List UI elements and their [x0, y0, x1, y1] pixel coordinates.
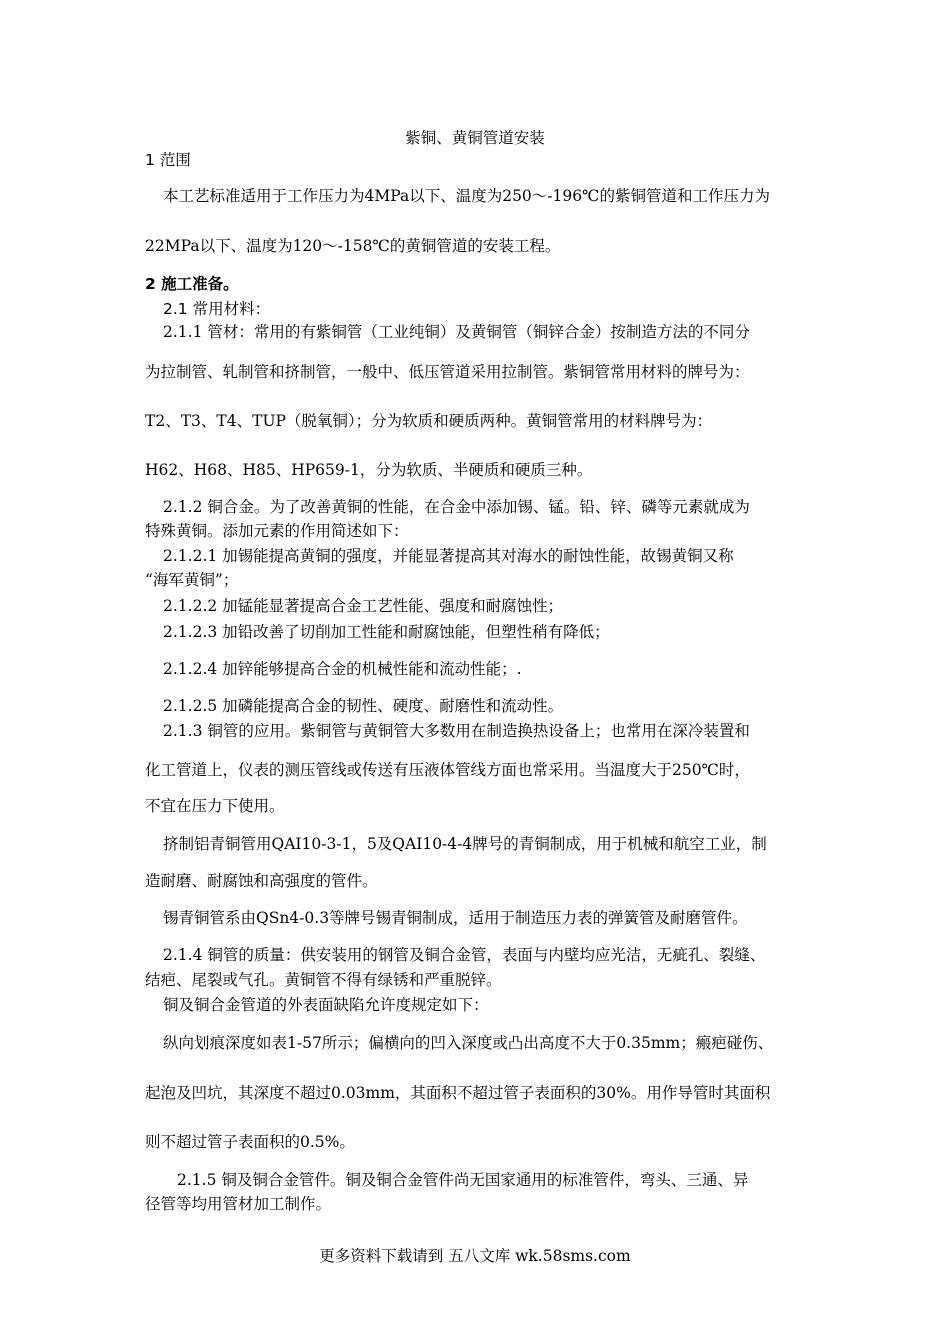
paragraph-line: 2.1.2.3 加铅改善了切削加工性能和耐腐蚀能，但塑性稍有降低；: [163, 623, 610, 641]
paragraph-line: 2.1.2.1 加锡能提高黄铜的强度，并能显著提高其对海水的耐蚀性能，故锡黄铜又称: [163, 547, 734, 565]
paragraph-line: 铜及铜合金管道的外表面缺陷允许度规定如下：: [163, 996, 489, 1014]
paragraph-line: 2.1.5 铜及铜合金管件。铜及铜合金管件尚无国家通用的标准管件，弯头、三通、异: [177, 1171, 749, 1189]
paragraph-line: 锡青铜管系由QSn4-0.3等牌号锡青铜制成，适用于制造压力表的弹簧管及耐磨管件。: [163, 909, 748, 927]
paragraph-line: 2.1.4 铜管的质量：供安装用的钢管及铜合金管，表面与内壁均应光洁，无疵孔、裂缝、: [163, 946, 766, 964]
paragraph-line: “海军黄铜”；: [145, 571, 239, 589]
paragraph-line: 本工艺标准适用于工作压力为4MPa以下、温度为250～-196℃的紫铜管道和工作压力为: [163, 187, 770, 205]
section-2-heading: 2 施工准备。: [145, 275, 239, 293]
section-1-heading: 1 范围: [145, 151, 191, 169]
paragraph-line: 特殊黄铜。添加元素的作用简述如下：: [145, 522, 409, 540]
paragraph-line: T2、T3、T4、TUP（脱氧铜）；分为软质和硬质两种。黄铜管常用的材料牌号为：: [145, 412, 713, 430]
paragraph-line: 则不超过管子表面积的0.5%。: [145, 1133, 355, 1151]
paragraph-line: 起泡及凹坑，其深度不超过0.03mm，其面积不超过管子表面积的30%。用作导管时其面积: [145, 1084, 771, 1102]
paragraph-line: H62、H68、H85、HP659-1，分为软质、半硬质和硬质三种。: [145, 461, 593, 479]
paragraph-line: 2.1.2 铜合金。为了改善黄铜的性能，在合金中添加锡、锰。铅、锌、磷等元素就成为: [163, 498, 750, 516]
footer-note: 更多资料下载请到 五八文库 wk.58sms.com: [319, 1247, 631, 1265]
paragraph-line: 挤制铝青铜管用QAI10-3-1，5及QAI10-4-4牌号的青铜制成，用于机械和航空工业，制: [163, 835, 767, 853]
subsection-heading: 2.1 常用材料：: [163, 300, 271, 318]
paragraph-line: 2.1.2.2 加锰能显著提高合金工艺性能、强度和耐腐蚀性；: [163, 597, 564, 615]
paragraph-line: 径管等均用管材加工制作。: [145, 1195, 332, 1213]
paragraph-line: 2.1.2.4 加锌能够提高合金的机械性能和流动性能；.: [163, 660, 522, 678]
paragraph-line: 纵向划痕深度如表1-57所示；偏横向的凹入深度或凸出高度不大于0.35mm；瘢疤碰伤、: [163, 1034, 774, 1052]
paragraph-line: 造耐磨、耐腐蚀和高强度的管件。: [145, 872, 378, 890]
paragraph-line: 不宜在压力下使用。: [145, 797, 285, 815]
paragraph-line: 化工管道上，仪表的测压管线或传送有压液体管线方面也常采用。当温度大于250℃时，: [145, 761, 750, 779]
paragraph-line: 2.1.1 管材：常用的有紫铜管（工业纯铜）及黄铜管（铜锌合金）按制造方法的不同分: [163, 323, 750, 341]
paragraph-line: 为拉制管、轧制管和挤制管，一般中、低压管道采用拉制管。紫铜管常用材料的牌号为：: [145, 363, 750, 381]
paragraph-line: 2.1.3 铜管的应用。紫铜管与黄铜管大多数用在制造换热设备上；也常用在深冷装置和: [163, 722, 750, 740]
paragraph-line: 结疤、尾裂或气孔。黄铜管不得有绿锈和严重脱锌。: [145, 971, 502, 989]
paragraph-line: 22MPa以下、温度为120～-158℃的黄铜管道的安装工程。: [145, 237, 561, 255]
paragraph-line: 2.1.2.5 加磷能提高合金的韧性、硬度、耐磨性和流动性。: [163, 697, 564, 715]
page-title: 紫铜、黄铜管道安装: [405, 129, 545, 147]
